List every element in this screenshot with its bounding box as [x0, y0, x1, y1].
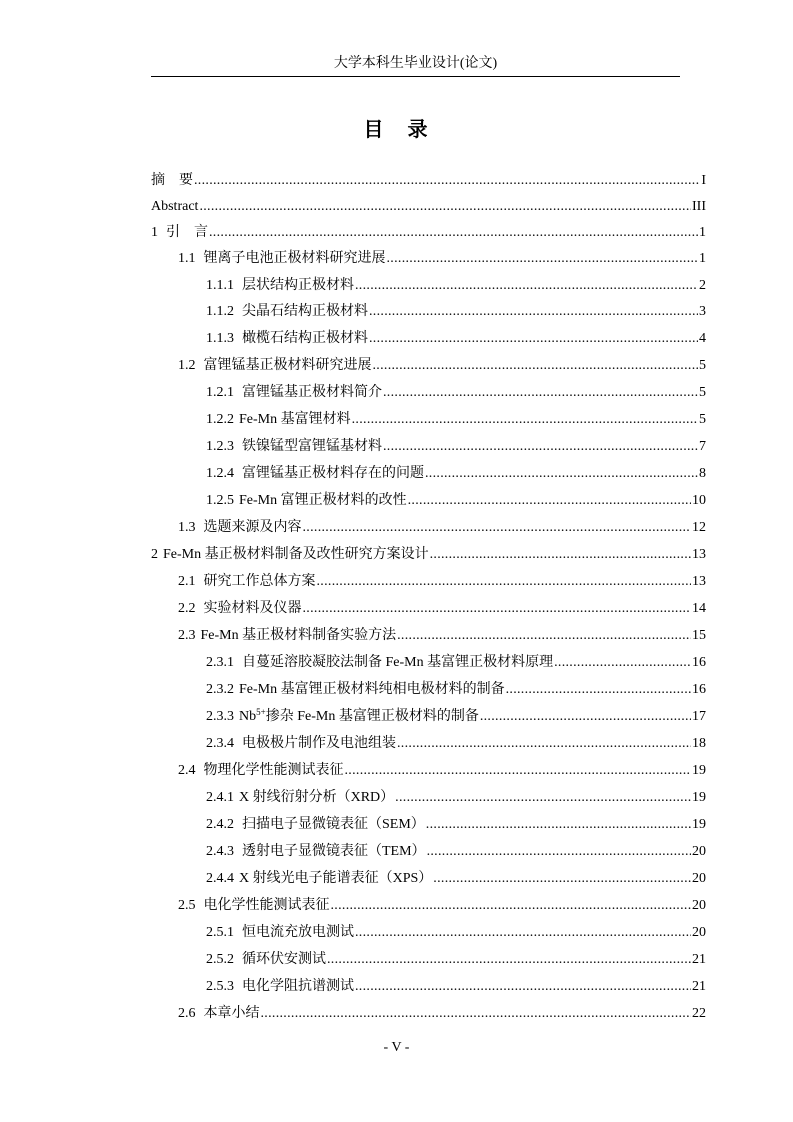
- toc-entry[interactable]: [178, 758, 706, 784]
- dot-leader: [427, 839, 691, 865]
- toc-entry[interactable]: [206, 650, 706, 676]
- dot-leader: [395, 785, 691, 811]
- toc-entry-label: 实验材料及仪器: [203, 601, 302, 616]
- dot-leader: [506, 677, 691, 703]
- toc-entry-page: III: [692, 199, 706, 214]
- dot-leader: [199, 194, 691, 220]
- toc-entry[interactable]: [178, 353, 706, 379]
- toc-entry-page: 20: [692, 898, 706, 913]
- toc-entry-number: 2.3.1: [206, 655, 234, 670]
- toc-entry-number: 2.4: [178, 763, 196, 778]
- dot-leader: [383, 434, 698, 460]
- dot-leader: [397, 731, 691, 757]
- dot-leader: [209, 220, 698, 246]
- toc-entry-label: 铁镍锰型富锂锰基材料: [242, 439, 382, 454]
- toc-entry-label: 富锂锰基正极材料研究进展: [203, 358, 372, 373]
- toc-entry-number: 1.1.2: [206, 304, 234, 319]
- toc-entry-number: 1.1.3: [206, 331, 234, 346]
- toc-entry-number: 2.4.3: [206, 844, 234, 859]
- toc-entry-number: 2.5.1: [206, 925, 234, 940]
- toc-entry-number: 1: [151, 225, 158, 240]
- toc-entry-page: 13: [692, 547, 706, 562]
- toc-entry-page: 20: [692, 844, 706, 859]
- toc-entry[interactable]: [151, 220, 706, 246]
- toc-entry-label: X 射线衍射分析（XRD）: [239, 790, 395, 805]
- toc-entry-label: 锂离子电池正极材料研究进展: [203, 251, 386, 266]
- toc-entry[interactable]: [206, 974, 706, 1000]
- toc-entry-page: 20: [692, 925, 706, 940]
- toc-entry-label: 循环伏安测试: [242, 952, 326, 967]
- toc-entry-number: 2.5.3: [206, 979, 234, 994]
- dot-leader: [480, 704, 691, 730]
- toc-entry-page: 3: [699, 304, 706, 319]
- toc-entry-number: 1.2.4: [206, 466, 234, 481]
- toc-entry[interactable]: [206, 677, 706, 703]
- toc-entry-page: 17: [692, 709, 706, 724]
- toc-entry[interactable]: [151, 168, 706, 194]
- toc-entry-label-element: Nb: [239, 709, 257, 724]
- toc-entry-label: 电化学性能测试表征: [203, 898, 330, 913]
- toc-entry[interactable]: [206, 704, 706, 730]
- toc-entry-number: 2.2: [178, 601, 196, 616]
- toc-entry[interactable]: [206, 488, 706, 514]
- toc-entry-label: 掺杂 Fe-Mn 基富锂正极材料的制备: [265, 709, 479, 724]
- toc-entry-label: 透射电子显微镜表征（TEM）: [242, 844, 426, 859]
- toc-entry-number: 2.4.1: [206, 790, 234, 805]
- toc-entry-page: 1: [699, 251, 706, 266]
- toc-entry-page: 2: [699, 278, 706, 293]
- toc-entry[interactable]: [178, 596, 706, 622]
- dot-leader: [194, 168, 700, 194]
- toc-entry-page: 18: [692, 736, 706, 751]
- toc-entry-number: 1.1.1: [206, 278, 234, 293]
- toc-entry[interactable]: [206, 461, 706, 487]
- toc-entry[interactable]: [206, 299, 706, 325]
- toc-entry-page: 5: [699, 385, 706, 400]
- dot-leader: [317, 569, 692, 595]
- toc-entry[interactable]: [206, 326, 706, 352]
- dot-leader: [345, 758, 692, 784]
- toc-entry-page: 1: [699, 225, 706, 240]
- toc-entry[interactable]: [151, 542, 706, 568]
- toc-entry-label: 物理化学性能测试表征: [203, 763, 344, 778]
- toc-entry[interactable]: [206, 407, 706, 433]
- dot-leader: [331, 893, 692, 919]
- toc-entry[interactable]: [178, 623, 706, 649]
- dot-leader: [387, 246, 699, 272]
- toc-entry[interactable]: [206, 731, 706, 757]
- toc-entry-page: 16: [692, 682, 706, 697]
- toc-entry-number: 1.2.5: [206, 493, 234, 508]
- toc-entry-page: 5: [699, 412, 706, 427]
- toc-entry-number: 1.2.3: [206, 439, 234, 454]
- toc-entry-label: 扫描电子显微镜表征（SEM）: [242, 817, 425, 832]
- toc-entry-page: 15: [692, 628, 706, 643]
- toc-entry-page: 16: [692, 655, 706, 670]
- toc-entry-page: 19: [692, 763, 706, 778]
- toc-entry-label: Fe-Mn 基富锂材料: [239, 412, 351, 427]
- toc-entry-page: 13: [692, 574, 706, 589]
- dot-leader: [303, 596, 692, 622]
- toc-entry-number: 1.1: [178, 251, 196, 266]
- toc-entry-label: 摘 要: [151, 173, 193, 188]
- toc-entry-page: 22: [692, 1006, 706, 1021]
- page-title: 目 录: [363, 117, 430, 141]
- toc-entry-number: 2.3.4: [206, 736, 234, 751]
- toc-entry-page: 10: [692, 493, 706, 508]
- toc-entry-page: 19: [692, 817, 706, 832]
- toc-entry[interactable]: [206, 947, 706, 973]
- dot-leader: [397, 623, 691, 649]
- dot-leader: [369, 299, 698, 325]
- toc-entry-label: Fe-Mn 基富锂正极材料纯相电极材料的制备: [239, 682, 505, 697]
- running-header: 大学本科生毕业设计(论文): [333, 56, 498, 71]
- toc-entry-page: 7: [699, 439, 706, 454]
- dot-leader: [303, 515, 692, 541]
- toc-entry-number: 2.5.2: [206, 952, 234, 967]
- dot-leader: [355, 920, 691, 946]
- toc-entry-page: 12: [692, 520, 706, 535]
- toc-entry-label-superscript: 5+: [256, 707, 266, 717]
- toc-entry[interactable]: [206, 434, 706, 460]
- toc-entry-number: 1.3: [178, 520, 196, 535]
- toc-entry-number: 2.3.3: [206, 709, 234, 724]
- toc-entry-label: 层状结构正极材料: [242, 278, 354, 293]
- toc-entry-page: 21: [692, 952, 706, 967]
- toc-entry-label: 电极极片制作及电池组装: [242, 736, 396, 751]
- dot-leader: [425, 461, 698, 487]
- dot-leader: [408, 488, 691, 514]
- toc-entry[interactable]: [206, 273, 706, 299]
- toc-entry-number: 2.4.4: [206, 871, 234, 886]
- toc-entry-label: 引 言: [166, 225, 208, 240]
- toc-entry-number: 2.3.2: [206, 682, 234, 697]
- toc-entry-label: 富锂锰基正极材料存在的问题: [242, 466, 424, 481]
- toc-entry-label: Abstract: [151, 199, 199, 214]
- toc-entry[interactable]: [178, 569, 706, 595]
- toc-entry-page: 4: [699, 331, 706, 346]
- toc-entry-label: 橄榄石结构正极材料: [242, 331, 368, 346]
- toc-entry-page: 8: [699, 466, 706, 481]
- toc-entry[interactable]: [206, 920, 706, 946]
- dot-leader: [383, 380, 698, 406]
- toc-entry-label: 尖晶石结构正极材料: [242, 304, 368, 319]
- toc-entry-page: 14: [692, 601, 706, 616]
- toc-entry[interactable]: [206, 785, 706, 811]
- page-number: - V -: [383, 1040, 410, 1055]
- toc-entry-number: 2: [151, 547, 158, 562]
- toc-entry-label: 富锂锰基正极材料简介: [242, 385, 382, 400]
- toc-entry-label: 恒电流充放电测试: [242, 925, 354, 940]
- toc-entry[interactable]: [178, 246, 706, 272]
- dot-leader: [352, 407, 698, 433]
- dot-leader: [369, 326, 698, 352]
- toc-entry-page: 19: [692, 790, 706, 805]
- toc-entry-label: Fe-Mn 基正极材料制备及改性研究方案设计: [163, 547, 429, 562]
- toc-entry[interactable]: [206, 839, 706, 865]
- toc-entry-number: 2.1: [178, 574, 196, 589]
- dot-leader: [327, 947, 691, 973]
- toc-entry-label: 电化学阻抗谱测试: [242, 979, 354, 994]
- toc-entry-number: 2.5: [178, 898, 196, 913]
- toc-entry-label: 研究工作总体方案: [203, 574, 316, 589]
- toc-entry-number: 2.4.2: [206, 817, 234, 832]
- dot-leader: [355, 273, 698, 299]
- toc-entry[interactable]: [178, 515, 706, 541]
- dot-leader: [430, 542, 691, 568]
- toc-entry[interactable]: [151, 194, 706, 220]
- dot-leader: [426, 812, 691, 838]
- toc-entry[interactable]: [206, 380, 706, 406]
- toc-entry-label: Fe-Mn 基正极材料制备实验方法: [200, 628, 397, 643]
- toc-entry-number: 1.2: [178, 358, 196, 373]
- toc-entry-page: I: [701, 173, 706, 188]
- toc-entry-label: 本章小结: [203, 1006, 260, 1021]
- toc-entry[interactable]: [178, 893, 706, 919]
- toc-entry-label: 自蔓延溶胶凝胶法制备 Fe-Mn 基富锂正极材料原理: [242, 655, 554, 670]
- toc-entry[interactable]: [206, 866, 706, 892]
- toc-entry-label: Fe-Mn 富锂正极材料的改性: [239, 493, 407, 508]
- dot-leader: [373, 353, 699, 379]
- toc-entry-number: 1.2.2: [206, 412, 234, 427]
- dot-leader: [433, 866, 691, 892]
- dot-leader: [261, 1001, 692, 1027]
- toc-entry-page: 20: [692, 871, 706, 886]
- dot-leader: [355, 974, 691, 1000]
- toc-entry-label: 选题来源及内容: [203, 520, 302, 535]
- toc-entry-number: 2.3: [178, 628, 196, 643]
- toc-entry[interactable]: [206, 812, 706, 838]
- toc-entry-label: X 射线光电子能谱表征（XPS）: [239, 871, 433, 886]
- toc-entry-number: 1.2.1: [206, 385, 234, 400]
- toc-entry-number: 2.6: [178, 1006, 196, 1021]
- toc-entry-page: 21: [692, 979, 706, 994]
- toc-entry-page: 5: [699, 358, 706, 373]
- toc-entry[interactable]: [178, 1001, 706, 1027]
- dot-leader: [554, 650, 691, 676]
- header-rule: [151, 76, 680, 77]
